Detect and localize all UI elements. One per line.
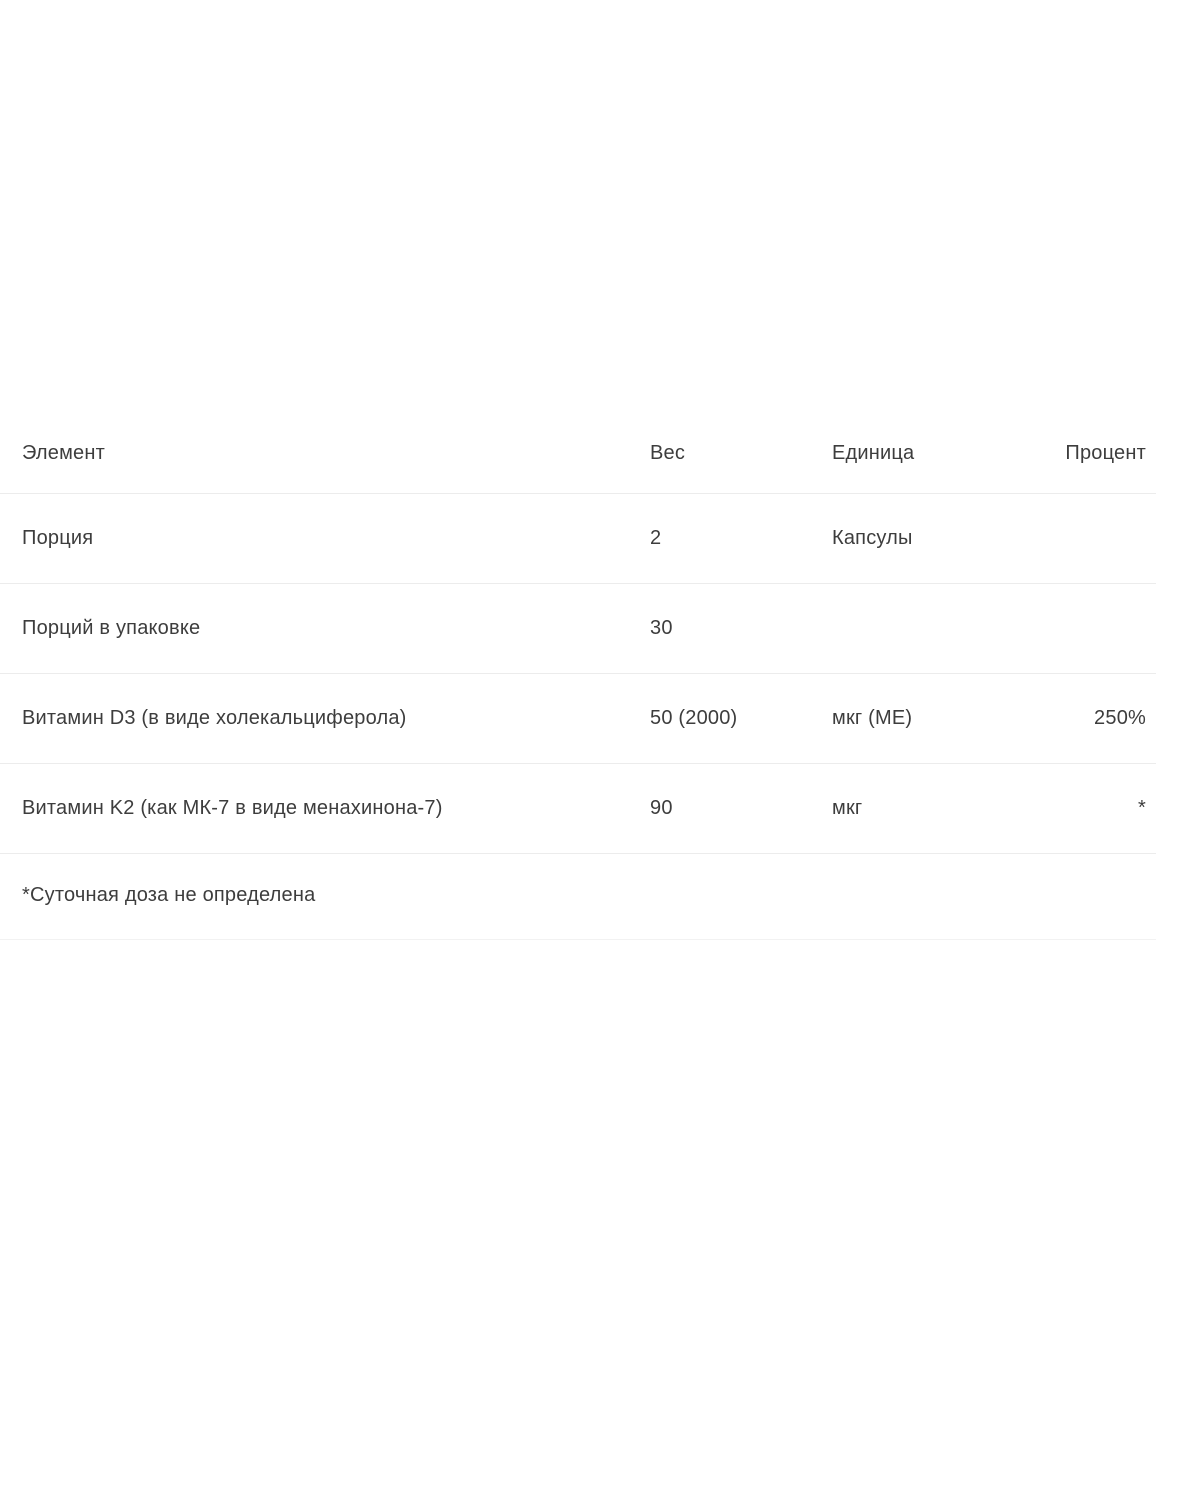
cell-percent: 250% bbox=[1010, 674, 1156, 764]
column-header-element: Элемент bbox=[0, 416, 650, 494]
table-row bbox=[0, 584, 1156, 674]
table-header bbox=[0, 416, 1156, 494]
nutrition-table bbox=[0, 416, 1156, 854]
table-header-row bbox=[0, 416, 1156, 494]
column-header-unit: Единица bbox=[832, 416, 1010, 494]
cell-element: Витамин D3 (в виде холекальциферола) bbox=[0, 674, 650, 764]
cell-unit: Капсулы bbox=[832, 494, 1010, 584]
table-row bbox=[0, 764, 1156, 854]
cell-percent: * bbox=[1010, 764, 1156, 854]
cell-element: Порция bbox=[0, 494, 650, 584]
cell-weight: 30 bbox=[650, 584, 832, 674]
cell-weight: 2 bbox=[650, 494, 832, 584]
cell-unit: мкг bbox=[832, 764, 1010, 854]
cell-percent bbox=[1010, 494, 1156, 584]
cell-weight: 90 bbox=[650, 764, 832, 854]
table-row bbox=[0, 494, 1156, 584]
table-row bbox=[0, 674, 1156, 764]
column-header-weight: Вес bbox=[650, 416, 832, 494]
table-body bbox=[0, 494, 1156, 854]
table-footnote: *Суточная доза не определена bbox=[0, 854, 1156, 940]
cell-percent bbox=[1010, 584, 1156, 674]
nutrition-facts-panel bbox=[0, 416, 1156, 940]
cell-element: Порций в упаковке bbox=[0, 584, 650, 674]
cell-weight: 50 (2000) bbox=[650, 674, 832, 764]
cell-element: Витамин K2 (как МК-7 в виде менахинона-7) bbox=[0, 764, 650, 854]
column-header-percent: Процент bbox=[1010, 416, 1156, 494]
cell-unit: мкг (МЕ) bbox=[832, 674, 1010, 764]
cell-unit bbox=[832, 584, 1010, 674]
